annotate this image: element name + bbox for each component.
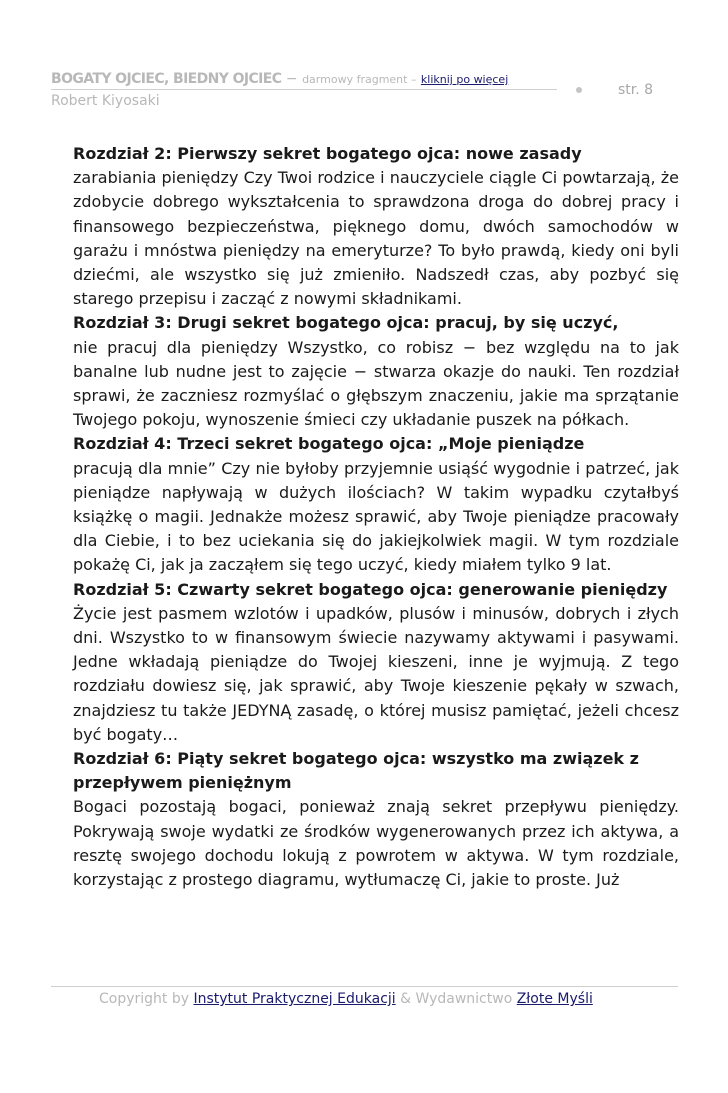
page-header — [51, 70, 691, 120]
institute-link[interactable]: Instytut Praktycznej Edukacji — [193, 991, 396, 1007]
header-divider — [51, 89, 557, 90]
chapter-heading: Rozdział 3: Drugi sekret bogatego ojca: pracuj, by się uczyć, — [73, 313, 619, 333]
chapter-text: zarabiania pieniędzy Czy Twoi rodzice i nauczyciele ciągle Ci powtarzają, że zdobycie dobrego wykształcenia to sprawdzona droga do dobrej pracy i finansowego bezpieczeństwa, pięknego domu, dwóch samochodów w garażu i mnóstwa pieniędzy na emeryturze? To było prawdą, kiedy oni byli dziećmi, ale wszystko się już zmieniło. Nadszedł czas, aby pozbyć się starego przepisu i zacząć z nowymi składnikami. — [73, 168, 679, 309]
page-number: str. 8 — [618, 82, 654, 98]
chapter-heading: Rozdział 5: Czwarty sekret bogatego ojca: generowanie pieniędzy — [73, 579, 668, 599]
author-name: Robert Kiyosaki — [51, 93, 160, 109]
chapter-heading: Rozdział 4: Trzeci sekret bogatego ojca: „Moje pieniądze — [73, 434, 585, 454]
chapter-heading: Rozdział 6: Piąty sekret bogatego ojca: wszystko ma związek z przepływem pieniężnym — [73, 749, 639, 793]
footer-divider — [51, 986, 678, 987]
header-dash: − — [285, 71, 298, 87]
chapter-text: pracują dla mnie” Czy nie byłoby przyjemnie usiąść wygodnie i patrzeć, jak pieniądze napływają w dużych ilościach? W takim wypadku czytałbyś książkę o magii. Jednakże możesz sprawić, aby Twoje pieniądze pracowały dla Ciebie, i to bez uciekania się do jakiejkolwiek magii. W tym rozdziale pokażę Ci, jak ja zacząłem się tego uczyć, kiedy miałem tylko 9 lat. — [73, 458, 679, 575]
page-body — [73, 142, 679, 892]
header-title-line — [51, 70, 508, 89]
chapter-text: Bogaci pozostają bogaci, ponieważ znają sekret przepływu pieniędzy. Pokrywają swoje wydatki ze środków wygenerowanych przez ich aktywa, a resztę swojego dochodu lokują z powrotem w aktywa. W tym rozdziale, korzystając z prostego diagramu, wytłumaczę Ci, jakie to proste. Już — [73, 797, 679, 890]
more-link[interactable]: kliknij po więcej — [420, 73, 509, 86]
chapter-heading: Rozdział 2: Pierwszy sekret bogatego ojca: nowe zasady — [73, 144, 582, 163]
fragment-label: darmowy fragment – — [302, 73, 417, 86]
copyright-label: Copyright by — [99, 991, 190, 1007]
chapter-text: Życie jest pasmem wzlotów i upadków, plusów i minusów, dobrych i złych dni. Wszystko to w finansowym świecie nazywamy aktywami i pasywami. Jedne wkładają pieniądze do Twojej kieszeni, inne je wyjmują. Z tego rozdziału dowiesz się, jak sprawić, aby Twoje kieszenie pękały w szwach, znajdziesz tu także JEDYNĄ zasadę, o której musisz pamiętać, jeżeli chcesz być bogaty… — [73, 603, 679, 744]
book-title: BOGATY OJCIEC, BIEDNY OJCIEC — [51, 71, 282, 87]
publisher-link[interactable]: Złote Myśli — [516, 991, 593, 1007]
publisher-label: & Wydawnictwo — [400, 991, 513, 1007]
bullet-icon — [576, 87, 582, 93]
page-footer — [99, 991, 593, 1007]
chapter-text: nie pracuj dla pieniędzy Wszystko, co robisz − bez względu na to jak banalne lub nudne jest to zajęcie − stwarza okazje do nauki. Ten rozdział sprawi, że zaczniesz rozmyślać o głębszym znaczeniu, jakie ma sprzątanie Twojego pokoju, wynoszenie śmieci czy układanie puszek na półkach. — [73, 337, 679, 430]
